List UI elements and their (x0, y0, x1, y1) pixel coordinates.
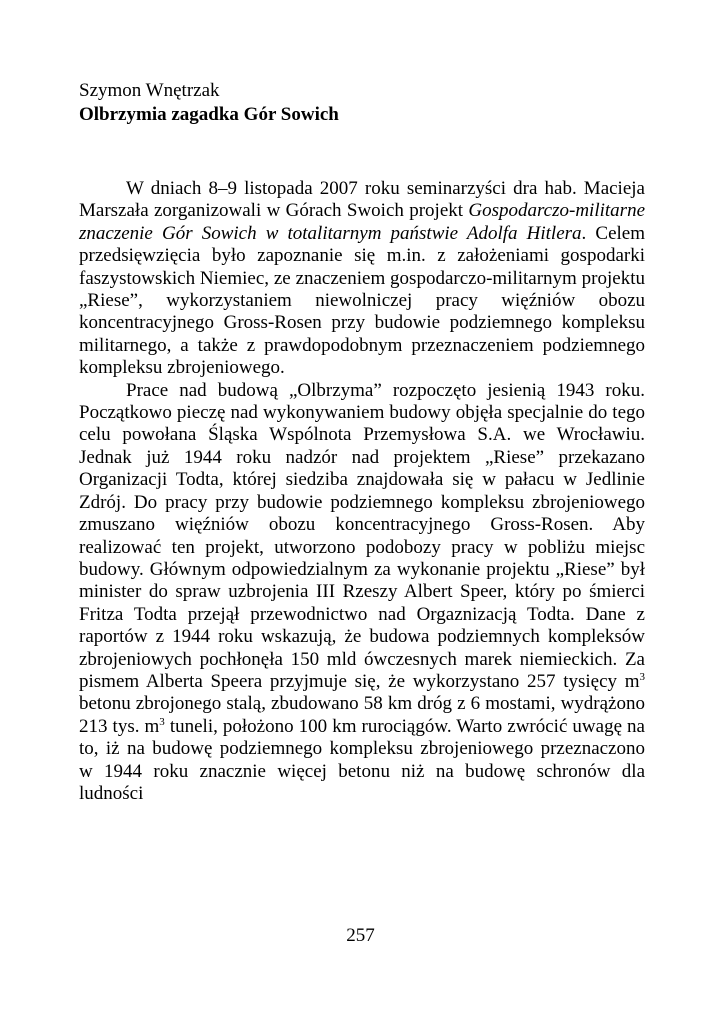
project-title: Gospodarczo-militarne znaczenie Gór Sowich w totalitarnym państwie Adolfa Hitlera (79, 200, 645, 244)
author-name: Szymon Wnętrzak (79, 80, 220, 101)
paragraph-2-part-3: tuneli, położono 100 km rurociągów. Warto zwrócić uwagę na to, iż na budowę podziemnego kompleksu zbrojeniowego przeznaczono w 1944 roku znacznie więcej betonu niż na budowę schronów dla ludności (79, 715, 645, 804)
cubic-superscript-1: 3 (639, 670, 645, 683)
paragraph-1 (79, 178, 645, 380)
paragraph-1-rest: . Celem przedsięwzięcia było zapoznanie się m.in. z założeniami gospodarki faszystowskich Niemiec, ze znaczeniem gospodarczo-militarnym projektu „Riese”, wykorzystaniem niewolniczej pracy więźniów obozu koncentracyjnego Gross-Rosen przy budowie podziemnego kompleksu militarnego, a także z prawdopodobnym przeznaczeniem podziemnego kompleksu zbrojeniowego. (79, 222, 645, 379)
cubic-superscript-2: 3 (159, 715, 165, 728)
paragraph-2-part-2: betonu zbrojonego stalą, zbudowano 58 km dróg z 6 mostami, wydrążono 213 tys. m (79, 693, 645, 737)
paragraph-2-part-1: Prace nad budową „Olbrzyma” rozpoczęto jesienią 1943 roku. Początkowo pieczę nad wykonywaniem budowy objęła specjalnie do tego celu powołana Śląska Wspólnota Przemysłowa S.A. we Wrocławiu. Jednak już 1944 roku nadzór nad projektem „Riese” przekazano Organizacji Todta, której siedziba znajdowała się w pałacu w Jedlinie Zdrój. Do pracy przy budowie podziemnego kompleksu zbrojeniowego zmuszano więźniów obozu koncentracyjnego Gross-Rosen. Aby realizować ten projekt, utworzono podobozy pracy w pobliżu miejsc budowy. Głównym odpowiedzialnym za wykonanie projektu „Riese” był minister do spraw uzbrojenia III Rzeszy Albert Speer, który po śmierci Fritza Todta przejął przewodnictwo nad Orgaznizacją Todta. Dane z raportów z 1944 roku wskazują, że budowa podziemnych kompleksów zbrojeniowych pochłonęła 150 mld ówczesnych marek niemieckich. Za pismem Alberta Speera przyjmuje się, że wykorzystano 257 tysięcy m (79, 379, 645, 692)
article-title: Olbrzymia zagadka Gór Sowich (79, 104, 339, 125)
article-body (79, 178, 645, 805)
paragraph-2 (79, 380, 645, 806)
page-number: 257 (346, 925, 375, 946)
paragraph-1-intro: W dniach 8–9 listopada 2007 roku seminarzyści dra hab. Macieja Marszała zorganizowali w Górach Swoich projekt (79, 178, 645, 222)
